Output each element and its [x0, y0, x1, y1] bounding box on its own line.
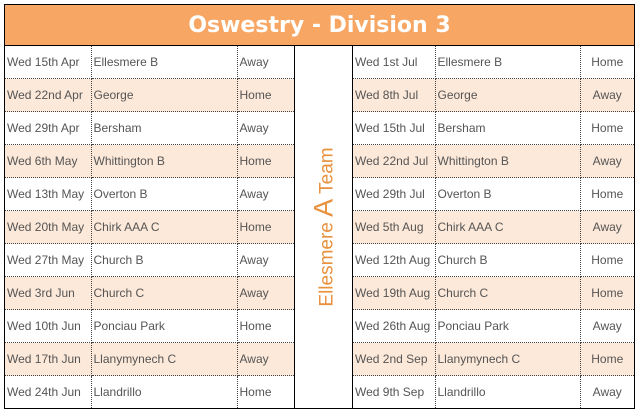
fixture-row	[5, 145, 294, 178]
fixture-date: Wed 29th Jul	[353, 178, 435, 211]
fixture-opponent: Ponciau Park	[435, 310, 580, 343]
fixture-row	[353, 112, 634, 145]
fixture-row	[5, 211, 294, 244]
fixture-venue: Home	[237, 211, 294, 244]
fixture-opponent: Chirk AAA C	[435, 211, 580, 244]
fixture-opponent: Ellesmere B	[435, 46, 580, 79]
fixture-venue: Home	[580, 244, 634, 277]
fixture-row	[353, 376, 634, 409]
fixture-row	[353, 145, 634, 178]
fixture-opponent: Llandrillo	[435, 376, 580, 409]
fixture-venue: Home	[580, 277, 634, 310]
fixture-opponent: Llandrillo	[91, 376, 237, 409]
fixture-row	[5, 79, 294, 112]
fixtures-table-second-half	[353, 46, 634, 408]
fixture-row	[5, 112, 294, 145]
fixture-date: Wed 12th Aug	[353, 244, 435, 277]
fixture-row	[5, 376, 294, 409]
fixture-date: Wed 26th Aug	[353, 310, 435, 343]
fixture-opponent: Church C	[91, 277, 237, 310]
fixture-venue: Home	[580, 343, 634, 376]
fixture-date: Wed 24th Jun	[5, 376, 91, 409]
fixture-date: Wed 15th Jul	[353, 112, 435, 145]
fixture-opponent: Ponciau Park	[91, 310, 237, 343]
fixture-venue: Home	[580, 112, 634, 145]
fixture-opponent: Bersham	[435, 112, 580, 145]
fixture-opponent: George	[91, 79, 237, 112]
fixture-date: Wed 2nd Sep	[353, 343, 435, 376]
team-name	[308, 147, 339, 306]
fixture-opponent: Church C	[435, 277, 580, 310]
fixture-date: Wed 22nd Jul	[353, 145, 435, 178]
team-prefix: Ellesmere	[316, 222, 337, 307]
fixture-venue: Away	[237, 112, 294, 145]
fixture-date: Wed 19th Aug	[353, 277, 435, 310]
fixture-date: Wed 15th Apr	[5, 46, 91, 79]
fixture-venue: Away	[580, 310, 634, 343]
fixture-date: Wed 20th May	[5, 211, 91, 244]
fixture-date: Wed 17th Jun	[5, 343, 91, 376]
fixture-row	[5, 343, 294, 376]
fixture-date: Wed 3rd Jun	[5, 277, 91, 310]
team-suffix: Team	[316, 147, 337, 194]
fixture-row	[5, 178, 294, 211]
fixture-row	[5, 46, 294, 79]
fixture-row	[5, 310, 294, 343]
fixture-opponent: Chirk AAA C	[91, 211, 237, 244]
fixture-date: Wed 29th Apr	[5, 112, 91, 145]
fixture-opponent: Church B	[91, 244, 237, 277]
fixture-date: Wed 6th May	[5, 145, 91, 178]
fixture-venue: Away	[580, 211, 634, 244]
fixture-row	[353, 310, 634, 343]
fixture-venue: Away	[580, 79, 634, 112]
fixture-opponent: George	[435, 79, 580, 112]
fixture-row	[353, 277, 634, 310]
fixture-venue: Away	[592, 385, 622, 399]
fixture-row	[353, 79, 634, 112]
fixture-venue: Away	[237, 46, 294, 79]
fixture-venue: Home	[580, 46, 634, 79]
fixture-row	[353, 244, 634, 277]
fixture-date: Wed 9th Sep	[353, 376, 435, 409]
fixture-venue: Home	[580, 178, 634, 211]
fixture-date: Wed 22nd Apr	[5, 79, 91, 112]
fixture-opponent: Llanymynech C	[91, 343, 237, 376]
fixture-date: Wed 27th May	[5, 244, 91, 277]
fixture-venue: Home	[237, 310, 294, 343]
fixture-date: Wed 5th Aug	[353, 211, 435, 244]
fixture-venue: Home	[239, 385, 272, 399]
page-title: Oswestry - Division 3	[5, 5, 634, 46]
fixture-date: Wed 10th Jun	[5, 310, 91, 343]
fixture-opponent: Overton B	[435, 178, 580, 211]
fixture-row	[353, 343, 634, 376]
team-label-column	[294, 46, 353, 408]
fixture-opponent: Whittington B	[91, 145, 237, 178]
fixture-sheet	[4, 4, 635, 409]
fixture-venue: Home	[237, 145, 294, 178]
fixture-row	[5, 244, 294, 277]
fixture-date: Wed 1st Jul	[353, 46, 435, 79]
fixture-row	[5, 277, 294, 310]
fixture-venue: Home	[237, 79, 294, 112]
fixture-opponent: Bersham	[91, 112, 237, 145]
fixture-venue: Away	[237, 343, 294, 376]
fixture-row	[353, 46, 634, 79]
fixture-opponent: Whittington B	[435, 145, 580, 178]
fixtures-table-first-half	[5, 46, 294, 408]
fixture-venue: Away	[237, 178, 294, 211]
fixture-opponent: Overton B	[91, 178, 237, 211]
fixture-venue: Away	[580, 145, 634, 178]
fixture-date: Wed 13th May	[5, 178, 91, 211]
fixture-venue: Away	[237, 277, 294, 310]
fixture-date: Wed 8th Jul	[353, 79, 435, 112]
fixture-row	[353, 211, 634, 244]
fixture-row	[353, 178, 634, 211]
fixture-opponent: Llanymynech C	[435, 343, 580, 376]
fixture-opponent: Church B	[435, 244, 580, 277]
fixture-opponent: Ellesmere B	[91, 46, 237, 79]
team-letter: A	[308, 198, 338, 217]
fixture-venue: Away	[237, 244, 294, 277]
